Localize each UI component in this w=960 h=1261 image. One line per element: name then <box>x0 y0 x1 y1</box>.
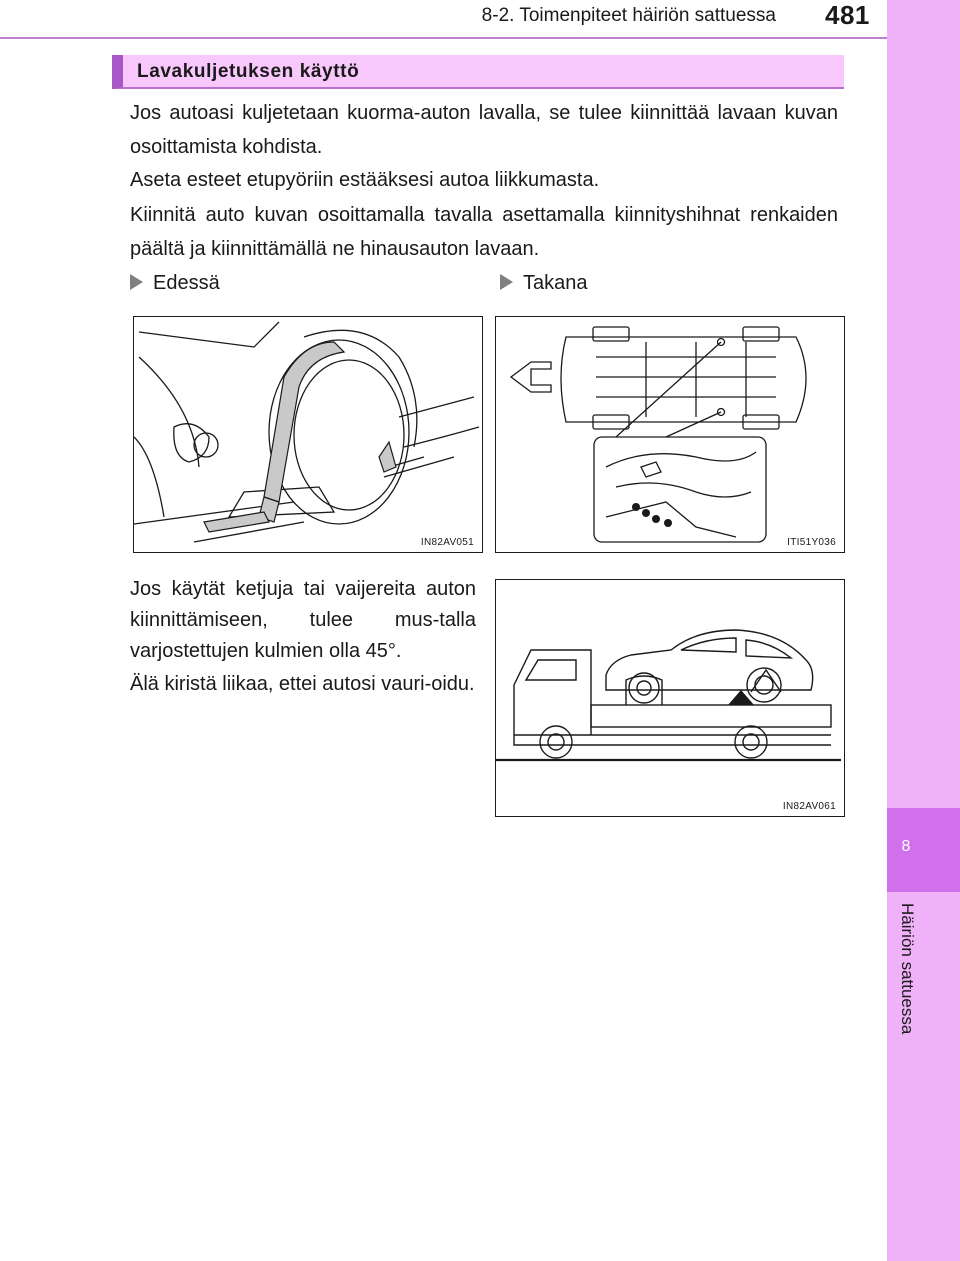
figure-code: IN82AV061 <box>782 801 836 812</box>
wheel-block-paragraph: Aseta esteet etupyöriin estääksesi autoa liikkumasta. <box>130 169 600 191</box>
front-wheel-illustration <box>134 317 483 553</box>
front-strap-figure <box>133 316 483 553</box>
header-rule <box>0 37 887 39</box>
page-number: 481 <box>825 0 870 30</box>
front-label-text: Edessä <box>153 272 220 294</box>
truck-transport-figure <box>495 579 845 817</box>
chapter-number: 8 <box>901 838 911 855</box>
rear-label-text: Takana <box>523 272 588 294</box>
chain-angle-note: Jos käytät ketjuja tai vaijereita auton kiinnittämiseen, tulee mus-talla varjostettujen kulmien olla 45°. <box>130 578 476 662</box>
figure-code: ITI51Y036 <box>787 537 836 548</box>
rear-strap-figure <box>495 316 845 553</box>
intro-paragraph: Jos autoasi kuljetetaan kuorma-auton lavalla, se tulee kiinnittää lavaan kuvan osoittamista kohdista. <box>130 102 838 158</box>
chapter-label: Häiriön sattuessa <box>898 903 917 1035</box>
strap-paragraph: Kiinnitä auto kuvan osoittamalla tavalla asettamalla kiinnityshihnat renkaiden päältä ja kiinnittämällä ne hinausauton lavaan. <box>130 204 838 260</box>
section-heading-bar <box>112 55 844 89</box>
chapter-side-tab[interactable] <box>887 0 960 1261</box>
triangle-bullet-icon <box>500 274 513 290</box>
rear-label <box>500 272 588 295</box>
triangle-bullet-icon <box>130 274 143 290</box>
figure-code: IN82AV051 <box>420 537 474 548</box>
car-underbody-illustration <box>496 317 845 553</box>
front-label <box>130 272 220 295</box>
section-title: Lavakuljetuksen käyttö <box>137 61 360 82</box>
tightening-note: Älä kiristä liikaa, ettei autosi vauri-oidu. <box>130 673 475 695</box>
running-header: 8-2. Toimenpiteet häiriön sattuessa <box>481 5 776 26</box>
flatbed-truck-illustration <box>496 580 845 817</box>
